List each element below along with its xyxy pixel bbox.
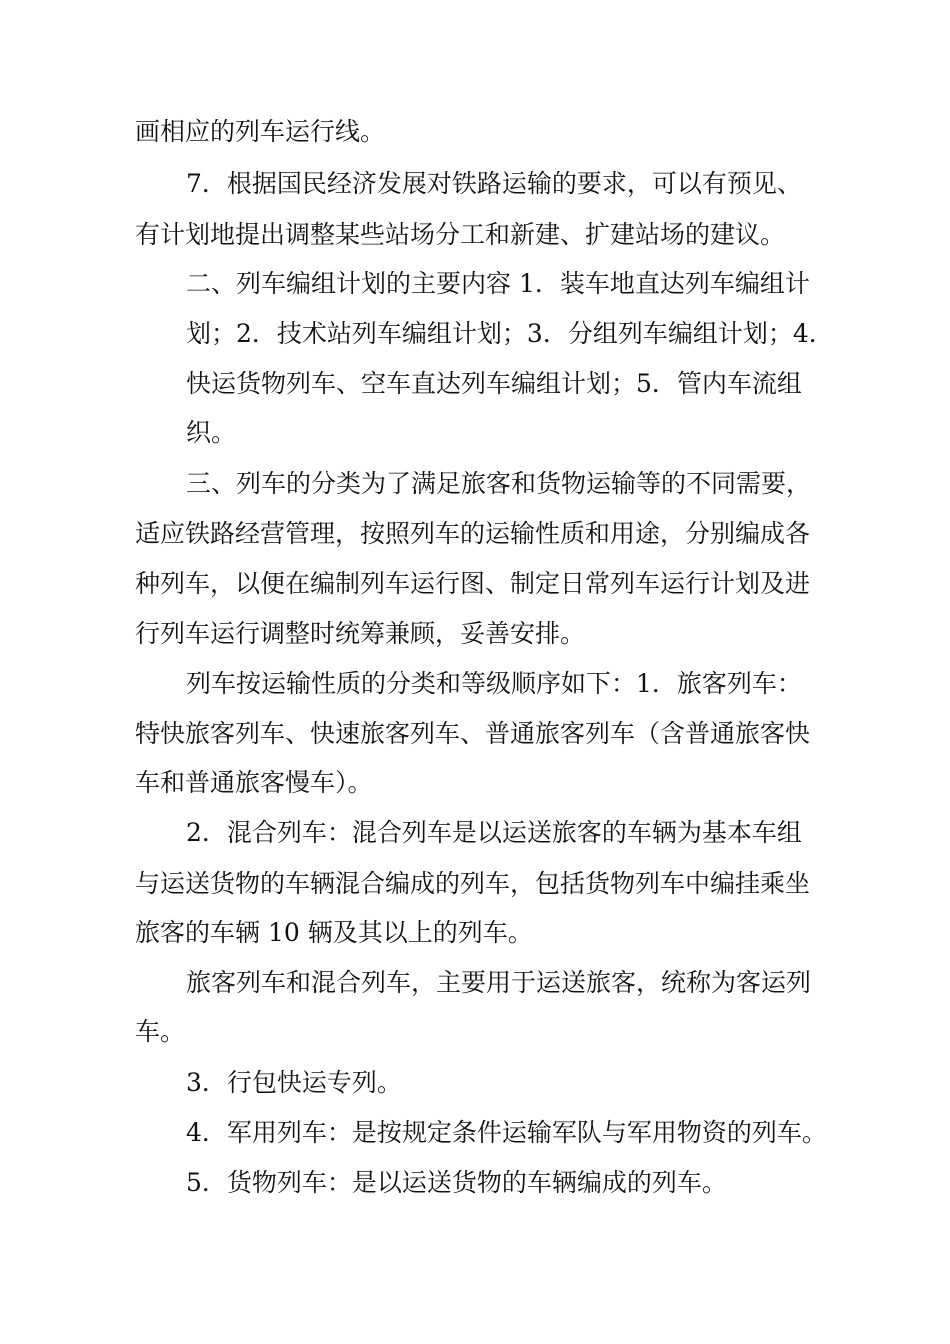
text-line: 与运送货物的车辆混合编成的列车，包括货物列车中编挂乘坐	[135, 869, 811, 898]
text-line: 快运货物列车、空车直达列车编组计划；5．管内车流组	[186, 369, 802, 398]
text-line: 4．军用列车：是按规定条件运输军队与军用物资的列车。	[186, 1118, 827, 1147]
text-line: 旅客的车辆 10 辆及其以上的列车。	[135, 918, 533, 947]
text-line: 5．货物列车：是以运送货物的车辆编成的列车。	[186, 1168, 727, 1197]
text-line: 有计划地提出调整某些站场分工和新建、扩建站场的建议。	[135, 220, 786, 249]
text-line: 织。	[186, 418, 237, 447]
text-line: 特快旅客列车、快速旅客列车、普通旅客列车（含普通旅客快	[135, 719, 811, 748]
text-line: 旅客列车和混合列车，主要用于运送旅客，统称为客运列	[186, 968, 812, 997]
text-line: 适应铁路经营管理，按照列车的运输性质和用途，分别编成各	[135, 519, 811, 548]
text-line: 行列车运行调整时统筹兼顾，妥善安排。	[135, 619, 586, 648]
text-line: 车。	[135, 1017, 186, 1046]
text-line: 三、列车的分类为了满足旅客和货物运输等的不同需要，	[186, 469, 812, 498]
text-line: 列车按运输性质的分类和等级顺序如下：1．旅客列车：	[186, 669, 802, 698]
text-line: 7．根据国民经济发展对铁路运输的要求，可以有预见、	[186, 169, 802, 198]
text-line: 种列车，以便在编制列车运行图、制定日常列车运行计划及进	[135, 569, 811, 598]
text-line: 画相应的列车运行线。	[135, 117, 386, 146]
text-line: 二、列车编组计划的主要内容 1．装车地直达列车编组计	[186, 269, 810, 298]
text-line: 划；2．技术站列车编组计划；3．分组列车编组计划；4．	[186, 319, 834, 348]
text-line: 3．行包快运专列。	[186, 1068, 402, 1097]
text-line: 2．混合列车：混合列车是以运送旅客的车辆为基本车组	[186, 818, 802, 847]
text-line: 车和普通旅客慢车）。	[135, 768, 373, 797]
